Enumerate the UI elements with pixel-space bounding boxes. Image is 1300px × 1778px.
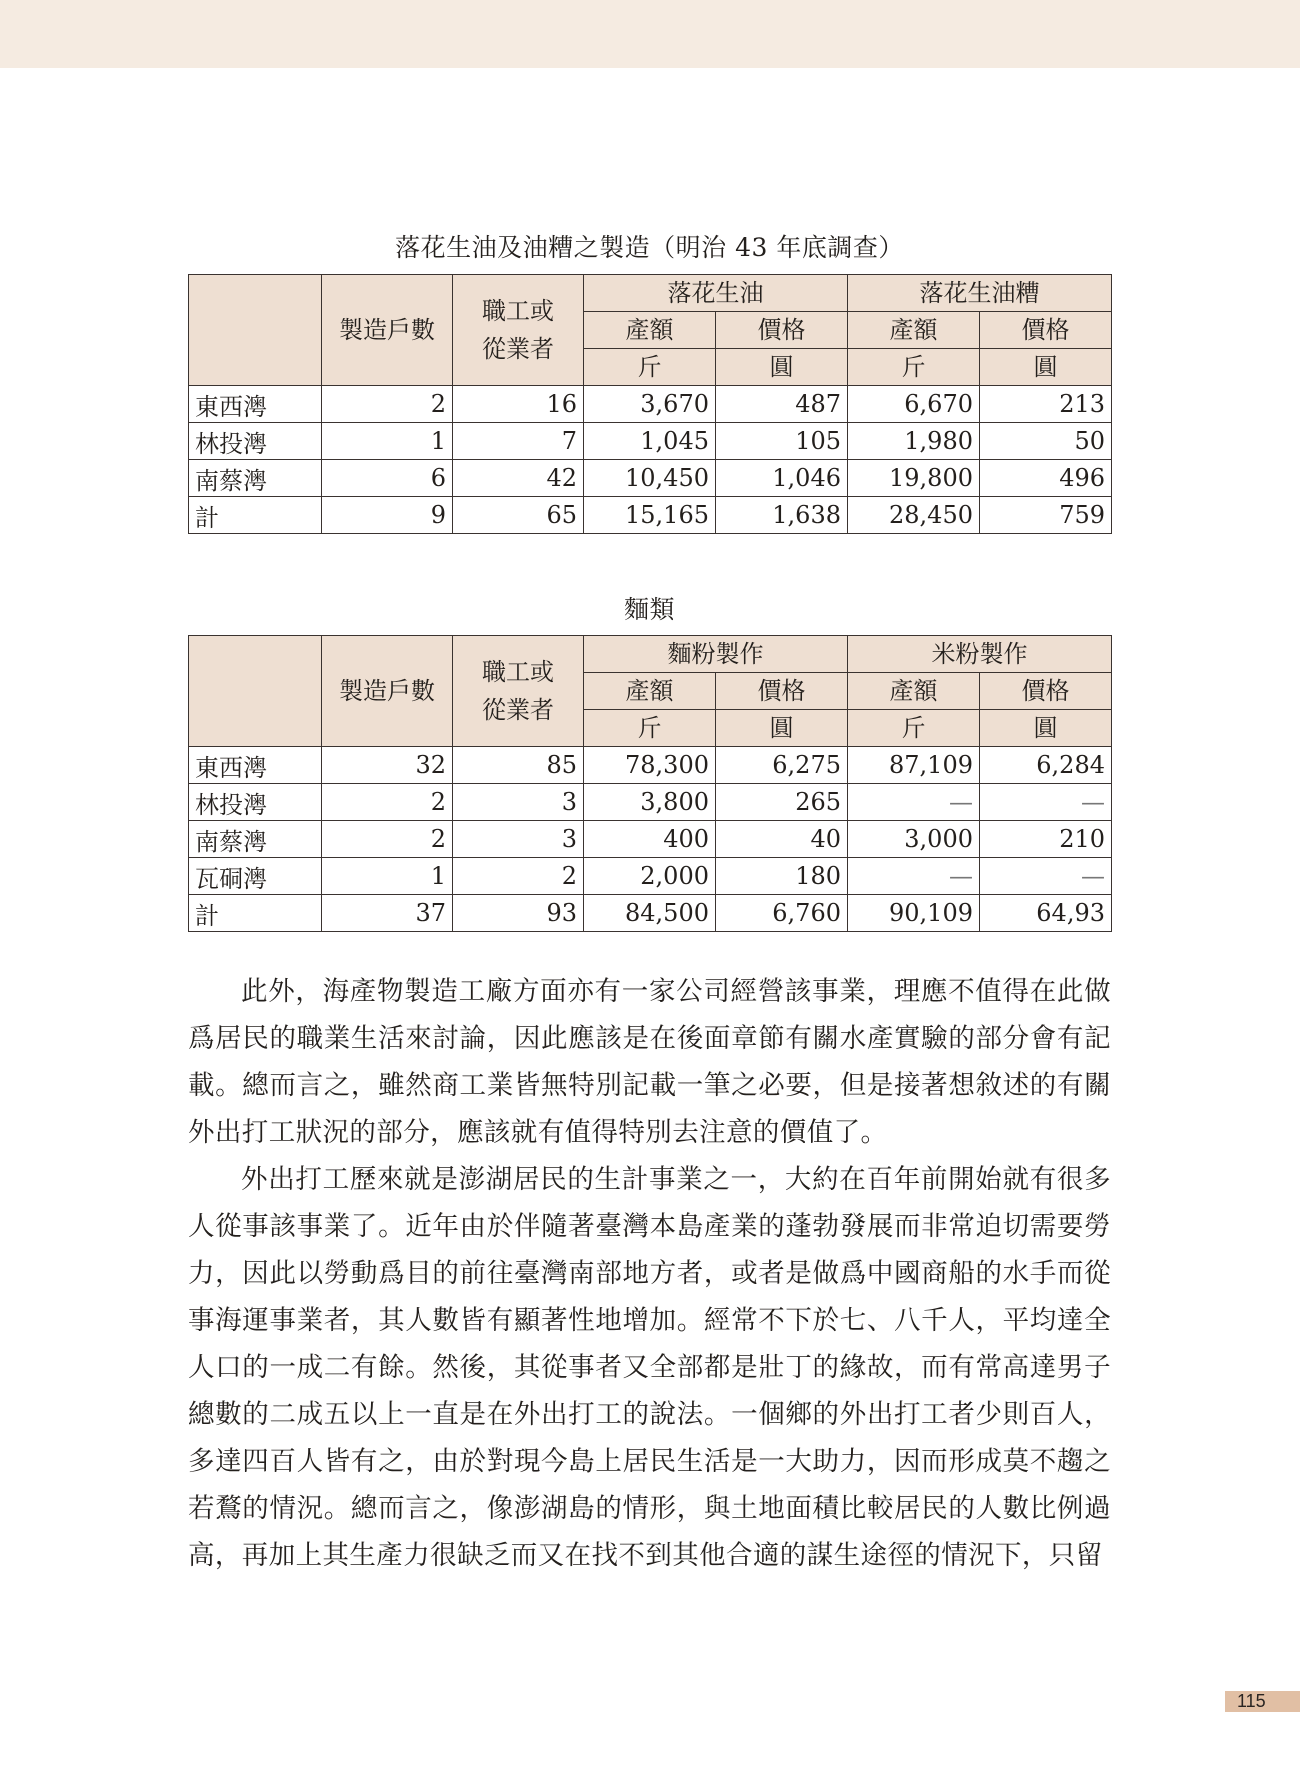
- cell-households: 2: [322, 784, 453, 821]
- cell-g2-price: 210: [980, 821, 1112, 858]
- table-row: [189, 386, 1112, 423]
- header-output: 產額: [848, 312, 980, 349]
- cell-name: 林投澚: [189, 784, 322, 821]
- cell-g1-output: 3,670: [584, 386, 716, 423]
- cell-workers: 7: [453, 423, 584, 460]
- cell-g1-output: 400: [584, 821, 716, 858]
- cell-g2-price: —: [980, 784, 1112, 821]
- cell-g2-price: 6,284: [980, 747, 1112, 784]
- cell-g1-price: 105: [716, 423, 848, 460]
- cell-g2-output: 1,980: [848, 423, 980, 460]
- header-output: 產額: [848, 673, 980, 710]
- header-workers: [453, 275, 584, 386]
- cell-g2-output: 90,109: [848, 895, 980, 932]
- table-noodles: [188, 635, 1112, 932]
- cell-name: 南蔡澚: [189, 460, 322, 497]
- cell-g2-output: 19,800: [848, 460, 980, 497]
- table-row: [189, 858, 1112, 895]
- cell-g2-output: —: [848, 784, 980, 821]
- header-unit-weight: 斤: [848, 710, 980, 747]
- cell-households: 2: [322, 386, 453, 423]
- table-row: [189, 497, 1112, 534]
- cell-g1-output: 3,800: [584, 784, 716, 821]
- header-region-blank: [189, 275, 322, 386]
- cell-name: 南蔡澚: [189, 821, 322, 858]
- cell-g1-price: 265: [716, 784, 848, 821]
- header-output: 產額: [584, 312, 716, 349]
- header-group-peanut-oil: 落花生油: [584, 275, 848, 312]
- cell-households: 9: [322, 497, 453, 534]
- cell-workers: 65: [453, 497, 584, 534]
- cell-households: 2: [322, 821, 453, 858]
- cell-g2-price: 64,93: [980, 895, 1112, 932]
- header-group-wheat-flour: 麵粉製作: [584, 636, 848, 673]
- header-workers-line1: 職工或: [482, 297, 554, 325]
- header-price: 價格: [716, 312, 848, 349]
- paragraph: 外出打工歷來就是澎湖居民的生計事業之一，大約在百年前開始就有很多人從事該事業了。近年由於伴隨著臺灣本島產業的蓬勃發展而非常迫切需要勞力，因此以勞動爲目的前往臺灣南部地方者，或者是做爲中國商船的水手而從事海運事業者，其人數皆有顯著性地增加。經常不下於七、八千人，平均達全人口的一成二有餘。然後，其從事者又全部都是壯丁的緣故，而有常高達男子總數的二成五以上一直是在外出打工的說法。一個鄉的外出打工者少則百人，多達四百人皆有之，由於對現今島上居民生活是一大助力，因而形成莫不趨之若鶩的情況。總而言之，像澎湖島的情形，與土地面積比較居民的人數比例過高，再加上其生產力很缺乏而又在找不到其他合適的謀生途徑的情況下，只留: [188, 1164, 1111, 1571]
- cell-g2-output: —: [848, 858, 980, 895]
- cell-g2-price: —: [980, 858, 1112, 895]
- cell-households: 32: [322, 747, 453, 784]
- cell-g1-price: 180: [716, 858, 848, 895]
- header-price: 價格: [980, 312, 1112, 349]
- header-workers-line2: 從業者: [482, 696, 554, 724]
- table1-title: 落花生油及油糟之製造（明治 43 年底調查）: [395, 233, 904, 262]
- cell-g1-output: 15,165: [584, 497, 716, 534]
- cell-g2-output: 3,000: [848, 821, 980, 858]
- header-unit-money: 圓: [716, 710, 848, 747]
- table-row: [189, 747, 1112, 784]
- cell-g1-price: 1,046: [716, 460, 848, 497]
- header-output: 產額: [584, 673, 716, 710]
- cell-g2-price: 496: [980, 460, 1112, 497]
- cell-g1-output: 84,500: [584, 895, 716, 932]
- header-households: 製造戶數: [322, 275, 453, 386]
- table-row: [189, 895, 1112, 932]
- cell-workers: 2: [453, 858, 584, 895]
- cell-g1-output: 1,045: [584, 423, 716, 460]
- cell-households: 37: [322, 895, 453, 932]
- cell-workers: 3: [453, 784, 584, 821]
- header-workers-line2: 從業者: [482, 335, 554, 363]
- table-row: [189, 423, 1112, 460]
- table2-title: 麵類: [623, 595, 675, 624]
- header-group-peanut-cake: 落花生油糟: [848, 275, 1112, 312]
- header-price: 價格: [980, 673, 1112, 710]
- header-households: 製造戶數: [322, 636, 453, 747]
- header-unit-weight: 斤: [584, 349, 716, 386]
- cell-g2-output: 6,670: [848, 386, 980, 423]
- page-number: 115: [1225, 1691, 1300, 1712]
- cell-workers: 3: [453, 821, 584, 858]
- table-row: [189, 821, 1112, 858]
- cell-g1-price: 487: [716, 386, 848, 423]
- page-header-band: [0, 0, 1300, 68]
- cell-g1-price: 40: [716, 821, 848, 858]
- cell-g1-output: 78,300: [584, 747, 716, 784]
- header-workers-line1: 職工或: [482, 658, 554, 686]
- header-price: 價格: [716, 673, 848, 710]
- cell-g1-output: 10,450: [584, 460, 716, 497]
- cell-name: 林投澚: [189, 423, 322, 460]
- cell-g1-price: 1,638: [716, 497, 848, 534]
- table-row: [189, 460, 1112, 497]
- cell-workers: 93: [453, 895, 584, 932]
- cell-g2-output: 87,109: [848, 747, 980, 784]
- cell-g2-price: 759: [980, 497, 1112, 534]
- cell-workers: 85: [453, 747, 584, 784]
- cell-name: 計: [189, 497, 322, 534]
- header-unit-money: 圓: [716, 349, 848, 386]
- header-unit-weight: 斤: [848, 349, 980, 386]
- cell-g2-price: 213: [980, 386, 1112, 423]
- cell-name: 瓦硐澚: [189, 858, 322, 895]
- cell-name: 東西澚: [189, 386, 322, 423]
- cell-g1-output: 2,000: [584, 858, 716, 895]
- body-text: [188, 968, 1111, 1579]
- table-row: [189, 784, 1112, 821]
- header-unit-money: 圓: [980, 710, 1112, 747]
- cell-name: 東西澚: [189, 747, 322, 784]
- cell-g1-price: 6,760: [716, 895, 848, 932]
- header-unit-money: 圓: [980, 349, 1112, 386]
- header-unit-weight: 斤: [584, 710, 716, 747]
- table-peanut-oil: [188, 274, 1112, 534]
- cell-households: 1: [322, 858, 453, 895]
- header-region-blank: [189, 636, 322, 747]
- cell-name: 計: [189, 895, 322, 932]
- cell-g2-price: 50: [980, 423, 1112, 460]
- paragraph: 此外，海產物製造工廠方面亦有一家公司經營該事業，理應不值得在此做爲居民的職業生活來討論，因此應該是在後面章節有關水產實驗的部分會有記載。總而言之，雖然商工業皆無特別記載一筆之必要，但是接著想敘述的有關外出打工狀況的部分，應該就有值得特別去注意的價值了。: [188, 976, 1111, 1148]
- cell-households: 6: [322, 460, 453, 497]
- cell-workers: 16: [453, 386, 584, 423]
- cell-g2-output: 28,450: [848, 497, 980, 534]
- cell-workers: 42: [453, 460, 584, 497]
- cell-g1-price: 6,275: [716, 747, 848, 784]
- cell-households: 1: [322, 423, 453, 460]
- header-group-rice-noodle: 米粉製作: [848, 636, 1112, 673]
- header-workers: [453, 636, 584, 747]
